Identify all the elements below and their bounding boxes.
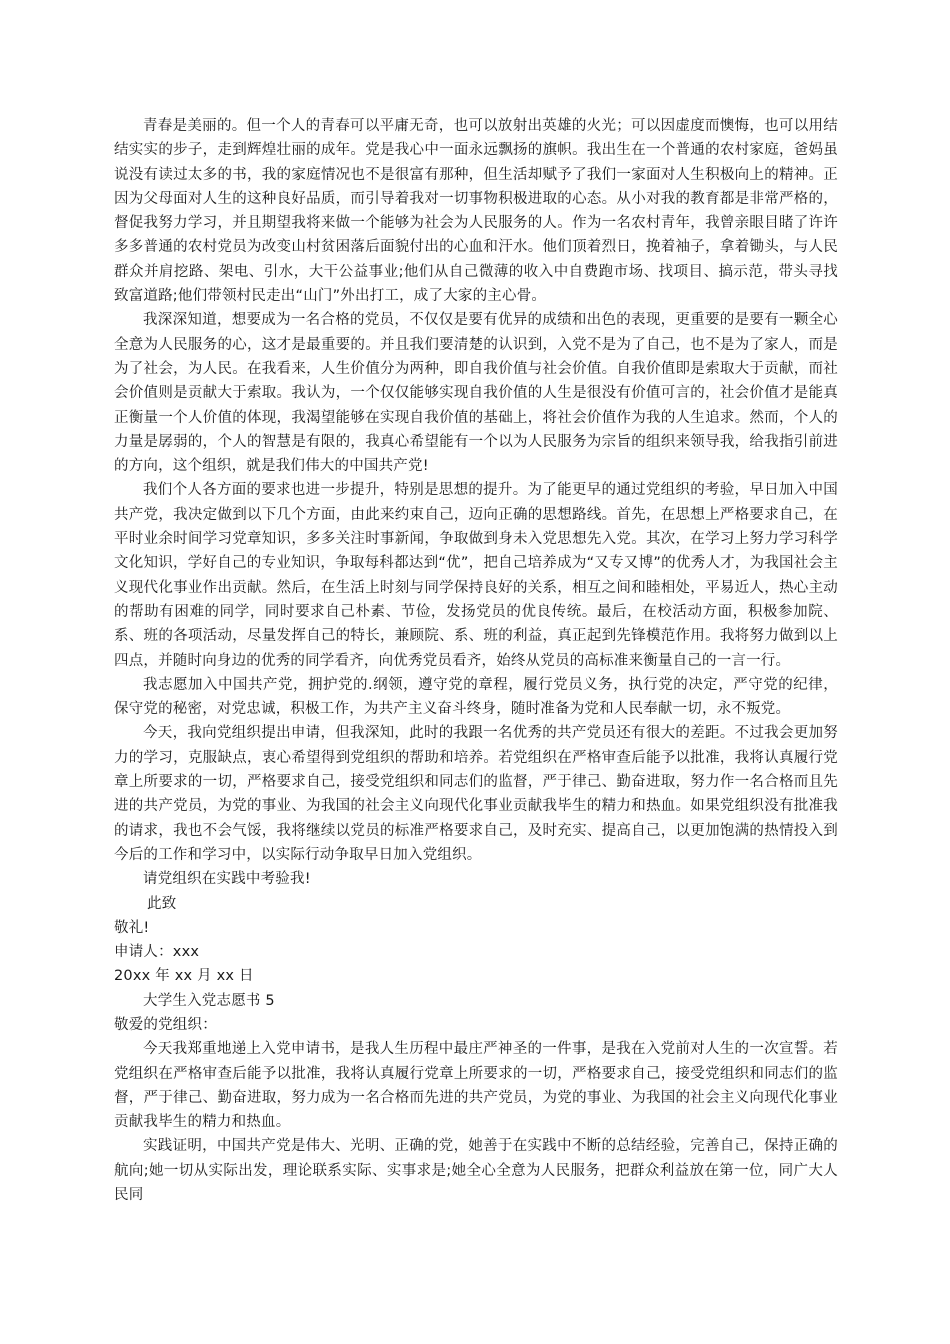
paragraph-3: 我们个人各方面的要求也进一步提升，特别是思想的提升。为了能更早的通过党组织的考验，早日加入中国共产党，我决定做到以下几个方面，由此来约束自己，迈向正确的思想路线。首先，在思想上严格要求自己，在平时业余时间学习党章知识，多多关注时事新闻，争取做到身未入党思想先入党。其次，在学习上努力学习科学文化知识，学好自己的专业知识，争取每科都达到“优”，把自己培养成为“又专又博”的优秀人才，为我国社会主义现代化事业作出贡献。然后，在生活上时刻与同学保持良好的关系，相互之间和睦相处，平易近人，热心主动的帮助有困难的同学，同时要求自己朴素、节俭，发扬党员的优良传统。最后，在校活动方面，积极参加院、系、班的各项活动，尽量发挥自己的特长，兼顾院、系、班的利益，真正起到先锋模范作用。我将努力做到以上四点，并随时向身边的优秀的同学看齐，向优秀党员看齐，始终从党员的高标准来衡量自己的一言一行。 xyxy=(114,482,838,669)
salute-line: 敬礼! xyxy=(114,919,150,936)
paragraph-1: 青春是美丽的。但一个人的青春可以平庸无奇，也可以放射出英雄的火光；可以因虚度而懊悔，也可以用结结实实的步子，走到辉煌壮丽的成年。党是我心中一面永远飘扬的旗帜。我出生在一个普通的农村家庭，爸妈虽说没有读过太多的书，我的家庭情况也不是很富有那种，但生活却赋予了我们一家面对人生积极向上的精神。正因为父母面对人生的这种良好品质，而引导着我对一切事物积极进取的心态。从小对我的教育都是非常严格的，督促我努力学习，并且期望我将来做一个能够为社会为人民服务的人。作为一名农村青年，我曾亲眼目睹了许许多多普通的农村党员为改变山村贫困落后面貌付出的心血和汗水。他们顶着烈日，挽着袖子，拿着锄头，与人民群众并肩挖路、架电、引水，大干公益事业;他们从自己微薄的收入中自费跑市场、找项目、搞示范，带头寻找致富道路;他们带领村民走出“山门”外出打工，成了大家的主心骨。 xyxy=(114,118,838,305)
paragraph-5: 今天，我向党组织提出申请，但我深知，此时的我跟一名优秀的共产党员还有很大的差距。不过我会更加努力的学习，克服缺点，衷心希望得到党组织的帮助和培养。若党组织在严格审查后能予以批准，我将认真履行党章上所要求的一切，严格要求自己，接受党组织和同志们的监督，严于律己、勤奋进取，努力作一名合格而且先进的共产党员，为党的事业、为我国的社会主义向现代化事业贡献我毕生的精力和热血。如果党组织没有批准我的请求，我也不会气馁，我将继续以党员的标准严格要求自己，及时充实、提高自己，以更加饱满的热情投入到今后的工作和学习中，以实际行动争取早日加入党组织。 xyxy=(114,725,838,863)
paragraph-2: 我深深知道，想要成为一名合格的党员，不仅仅是要有优异的成绩和出色的表现，更重要的是要有一颗全心全意为人民服务的心，这才是最重要的。并且我们要清楚的认识到，入党不是为了自己，也不是为了家人，而是为了社会，为人民。在我看来，人生价值分为两种，即自我价值与社会价值。自我价值即是索取大于贡献，而社会价值则是贡献大于索取。我认为，一个仅仅能够实现自我价值的人生是很没有价值可言的，社会价值才是能真正衡量一个人价值的体现，我渴望能够在实现自我价值的基础上，将社会价值作为我的人生追求。然而，个人的力量是孱弱的，个人的智慧是有限的，我真心希望能有一个以为人民服务为宗旨的组织来领导我，给我指引前进的方向，这个组织，就是我们伟大的中国共产党! xyxy=(114,312,838,475)
applicant-signature: 申请人：xxx xyxy=(114,944,200,961)
paragraph-4: 我志愿加入中国共产党，拥护党的.纲领，遵守党的章程，履行党员义务，执行党的决定，严守党的纪律，保守党的秘密，对党忠诚，积极工作，为共产主义奋斗终身，随时准备为党和人民奉献一切，永不叛党。 xyxy=(114,676,838,718)
greeting-line: 敬爱的党组织： xyxy=(114,1016,217,1033)
paragraph-6: 请党组织在实践中考验我! xyxy=(143,871,311,888)
closing-line: 此致 xyxy=(147,895,177,912)
paragraph-8: 实践证明，中国共产党是伟大、光明、正确的党，她善于在实践中不断的总结经验，完善自己，保持正确的航向;她一切从实际出发，理论联系实际、实事求是;她全心全意为人民服务，把群众利益放在第一位，同广大人民同 xyxy=(114,1138,838,1204)
paragraph-7: 今天我郑重地递上入党申请书，是我人生历程中最庄严神圣的一件事，是我在入党前对人生的一次宣誓。若党组织在严格审查后能予以批准，我将认真履行党章上所要求的一切，严格要求自己，接受党组织和同志们的监督，严于律己、勤奋进取，努力成为一名合格而先进的共产党员，为党的事业、为我国的社会主义向现代化事业贡献我毕生的精力和热血。 xyxy=(114,1041,838,1131)
section-title: 大学生入党志愿书 5 xyxy=(143,992,275,1009)
letter-date: 20xx 年 xx 月 xx 日 xyxy=(114,968,254,985)
